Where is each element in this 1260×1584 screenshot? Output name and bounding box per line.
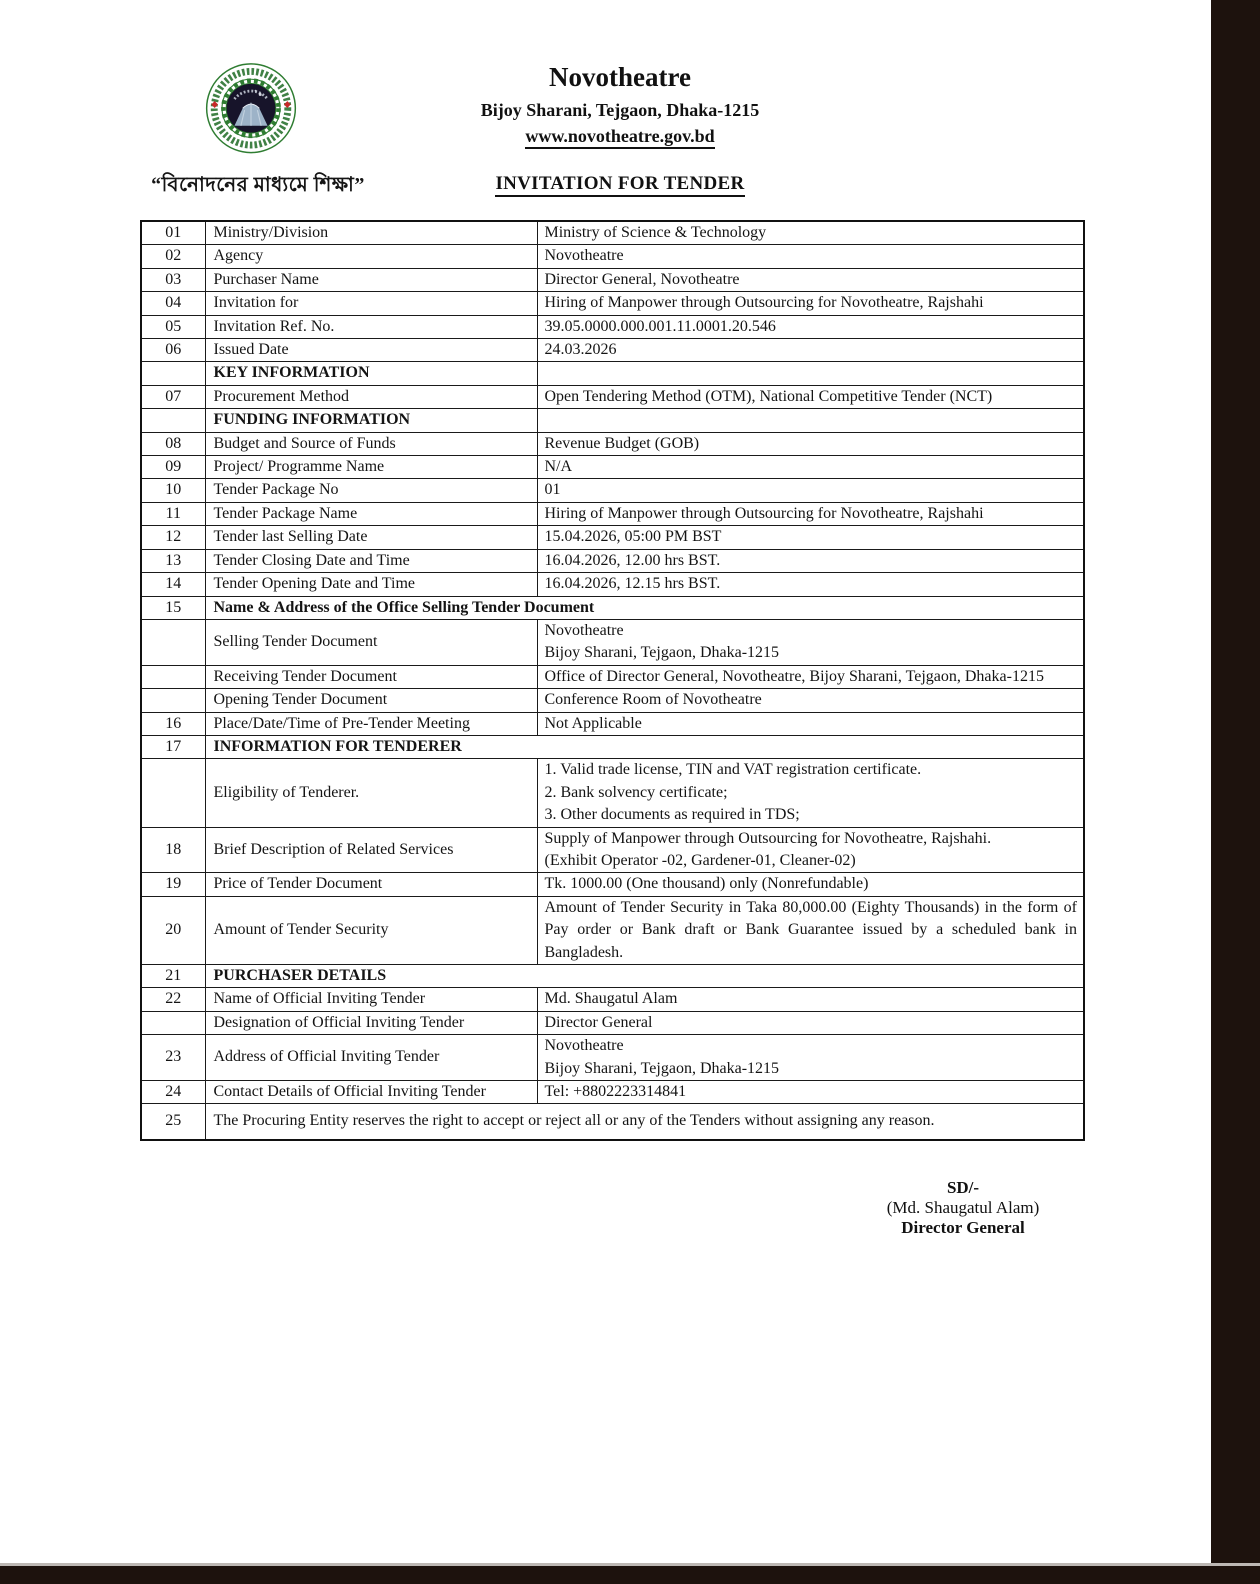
table-row	[141, 339, 1084, 362]
row-value-line: Ministry of Science & Technology	[544, 224, 767, 241]
row-label: Tender Package No	[205, 479, 537, 502]
org-name: Novotheatre	[549, 62, 691, 92]
row-number: 18	[141, 827, 205, 873]
row-value	[537, 502, 1084, 525]
row-label: Project/ Programme Name	[205, 456, 537, 479]
row-value-line: Director General	[544, 1013, 653, 1031]
row-value	[537, 339, 1084, 362]
row-number	[141, 689, 205, 712]
table-row	[141, 665, 1084, 688]
signature-name: (Md. Shaugatul Alam)	[886, 1198, 1040, 1217]
row-label: Invitation for	[205, 292, 537, 315]
table-row	[141, 362, 1084, 385]
row-value-line: Bijoy Sharani, Tejgaon, Dhaka-1215	[544, 644, 780, 662]
tender-table	[140, 220, 1085, 1141]
row-number	[141, 1011, 205, 1034]
signature-block	[818, 1178, 1108, 1238]
row-number	[141, 619, 205, 665]
row-value	[537, 456, 1084, 479]
row-value	[537, 1035, 1084, 1081]
row-number	[141, 759, 205, 827]
row-label: Budget and Source of Funds	[205, 432, 537, 455]
row-value-line: Open Tendering Method (OTM), National Competitive Tender (NCT)	[544, 387, 993, 405]
row-label: Selling Tender Document	[205, 619, 537, 665]
row-value-line: Tel: +8802223314841	[544, 1083, 687, 1101]
table-row	[141, 1035, 1084, 1081]
row-value	[537, 759, 1084, 827]
table-row	[141, 689, 1084, 712]
row-value	[537, 1081, 1084, 1104]
row-value	[537, 896, 1084, 964]
table-row	[141, 479, 1084, 502]
row-label: Designation of Official Inviting Tender	[205, 1011, 537, 1034]
row-value	[537, 409, 1084, 432]
row-number	[141, 665, 205, 688]
row-value	[537, 362, 1084, 385]
row-value-line: 01	[544, 481, 561, 499]
row-label: Brief Description of Related Services	[205, 827, 537, 873]
row-span-text: PURCHASER DETAILS	[205, 965, 1084, 988]
table-row	[141, 965, 1084, 988]
row-value-line: 16.04.2026, 12.15 hrs BST.	[544, 575, 721, 593]
row-label: Address of Official Inviting Tender	[205, 1035, 537, 1081]
row-value-line: Revenue Budget (GOB)	[544, 434, 700, 452]
table-row	[141, 573, 1084, 596]
row-number: 15	[141, 596, 205, 619]
table-row	[141, 409, 1084, 432]
table-row	[141, 873, 1084, 896]
row-value	[537, 573, 1084, 596]
row-value-line: Hiring of Manpower through Outsourcing for Novotheatre, Rajshahi	[544, 504, 984, 522]
table-row	[141, 735, 1084, 758]
table-row	[141, 549, 1084, 572]
header-center	[320, 62, 920, 195]
row-number: 11	[141, 502, 205, 525]
row-label: Amount of Tender Security	[205, 896, 537, 964]
row-number: 04	[141, 292, 205, 315]
tender-table-body	[141, 221, 1084, 1140]
row-value-line: N/A	[544, 458, 573, 476]
row-value-line: Tk. 1000.00 (One thousand) only (Nonrefundable)	[544, 875, 869, 893]
org-website	[320, 125, 920, 147]
document-title: INVITATION FOR TENDER	[495, 173, 744, 197]
row-number: 22	[141, 988, 205, 1011]
row-number: 24	[141, 1081, 205, 1104]
row-span-text: Name & Address of the Office Selling Tender Document	[205, 596, 1084, 619]
table-row	[141, 502, 1084, 525]
row-value-line: 16.04.2026, 12.00 hrs BST.	[544, 551, 721, 569]
row-value-line: 2. Bank solvency certificate;	[544, 783, 728, 801]
row-number: 09	[141, 456, 205, 479]
row-label: KEY INFORMATION	[205, 362, 537, 385]
signature-designation: Director General	[901, 1218, 1025, 1237]
row-number: 08	[141, 432, 205, 455]
row-value	[537, 245, 1084, 268]
row-value	[537, 988, 1084, 1011]
row-number: 01	[141, 221, 205, 245]
row-number: 10	[141, 479, 205, 502]
row-value-line: Novotheatre	[544, 247, 624, 265]
row-value	[537, 665, 1084, 688]
row-number: 06	[141, 339, 205, 362]
table-row	[141, 385, 1084, 408]
table-row	[141, 759, 1084, 827]
row-label: Purchaser Name	[205, 268, 537, 291]
row-number: 17	[141, 735, 205, 758]
row-number	[141, 409, 205, 432]
row-label: Tender Closing Date and Time	[205, 549, 537, 572]
row-number: 23	[141, 1035, 205, 1081]
row-value-line: (Exhibit Operator -02, Gardener-01, Cleaner-02)	[544, 851, 856, 869]
table-row	[141, 456, 1084, 479]
document-title-wrap	[320, 173, 920, 195]
row-value	[537, 873, 1084, 896]
table-row	[141, 315, 1084, 338]
row-value-line: Hiring of Manpower through Outsourcing for Novotheatre, Rajshahi	[544, 294, 984, 312]
row-value	[537, 689, 1084, 712]
row-value-line: Not Applicable	[544, 714, 642, 732]
row-number: 25	[141, 1104, 205, 1140]
row-value-line: Bijoy Sharani, Tejgaon, Dhaka-1215	[544, 1059, 780, 1077]
row-value-line: Supply of Manpower through Outsourcing for Novotheatre, Rajshahi.	[544, 829, 992, 847]
row-value	[537, 479, 1084, 502]
row-value	[537, 1011, 1084, 1034]
row-value-line: 3. Other documents as required in TDS;	[544, 806, 800, 824]
novotheatre-seal-icon	[205, 62, 297, 160]
table-row	[141, 1081, 1084, 1104]
scan-edge-right	[1211, 0, 1260, 1584]
table-row	[141, 619, 1084, 665]
row-number: 21	[141, 965, 205, 988]
row-number: 20	[141, 896, 205, 964]
row-label: Eligibility of Tenderer.	[205, 759, 537, 827]
table-row	[141, 596, 1084, 619]
signature-sd: SD/-	[946, 1178, 980, 1197]
row-number: 12	[141, 526, 205, 549]
table-row	[141, 1104, 1084, 1140]
row-label: Tender Package Name	[205, 502, 537, 525]
row-value-line: Director General, Novotheatre	[544, 270, 740, 288]
row-value	[537, 268, 1084, 291]
table-row	[141, 432, 1084, 455]
row-value	[537, 432, 1084, 455]
row-value	[537, 292, 1084, 315]
table-row	[141, 988, 1084, 1011]
row-label: Price of Tender Document	[205, 873, 537, 896]
table-row	[141, 292, 1084, 315]
row-value-line: Amount of Tender Security in Taka 80,000.00 (Eighty Thousands) in the form of Pay order or Bank draft or Bank Guarantee issued by a scheduled bank in Bangladesh.	[544, 898, 1077, 961]
row-number: 14	[141, 573, 205, 596]
table-row	[141, 1011, 1084, 1034]
row-value	[537, 315, 1084, 338]
row-number	[141, 362, 205, 385]
website-text: www.novotheatre.gov.bd	[525, 126, 714, 149]
row-label: Tender last Selling Date	[205, 526, 537, 549]
table-row	[141, 245, 1084, 268]
row-value-line: Md. Shaugatul Alam	[544, 990, 678, 1008]
row-value	[537, 221, 1084, 245]
org-address: Bijoy Sharani, Tejgaon, Dhaka-1215	[480, 100, 760, 120]
row-value-line: 1. Valid trade license, TIN and VAT registration certificate.	[544, 761, 922, 779]
row-value-line: 39.05.0000.000.001.11.0001.20.546	[544, 317, 776, 335]
row-value	[537, 619, 1084, 665]
table-row	[141, 712, 1084, 735]
row-label: Name of Official Inviting Tender	[205, 988, 537, 1011]
row-label: Place/Date/Time of Pre-Tender Meeting	[205, 712, 537, 735]
table-row	[141, 268, 1084, 291]
row-number: 16	[141, 712, 205, 735]
row-label: Issued Date	[205, 339, 537, 362]
row-number: 07	[141, 385, 205, 408]
row-span-text: INFORMATION FOR TENDERER	[205, 735, 1084, 758]
row-label: Contact Details of Official Inviting Tender	[205, 1081, 537, 1104]
table-row	[141, 221, 1084, 245]
table-row	[141, 896, 1084, 964]
row-value-line: Office of Director General, Novotheatre, Bijoy Sharani, Tejgaon, Dhaka-1215	[544, 667, 1044, 685]
row-value	[537, 712, 1084, 735]
row-label: Agency	[205, 245, 537, 268]
row-label: Procurement Method	[205, 385, 537, 408]
row-value-line: Conference Room of Novotheatre	[544, 691, 762, 709]
row-label: Tender Opening Date and Time	[205, 573, 537, 596]
row-number: 19	[141, 873, 205, 896]
row-label: Ministry/Division	[205, 221, 537, 245]
row-value-line: 24.03.2026	[544, 341, 617, 359]
table-row	[141, 526, 1084, 549]
row-number: 13	[141, 549, 205, 572]
row-label: FUNDING INFORMATION	[205, 409, 537, 432]
row-value-line: Novotheatre	[544, 621, 624, 639]
row-value	[537, 827, 1084, 873]
novotheatre-logo	[205, 62, 297, 160]
row-label: Opening Tender Document	[205, 689, 537, 712]
motto-bengali: “বিনোদনের মাধ্যমে শিক্ষা”	[151, 174, 365, 196]
row-label: Invitation Ref. No.	[205, 315, 537, 338]
scan-edge-bottom	[0, 1563, 1260, 1584]
row-number: 02	[141, 245, 205, 268]
row-span-text: The Procuring Entity reserves the right to accept or reject all or any of the Tenders without assigning any reason.	[205, 1104, 1084, 1140]
table-row	[141, 827, 1084, 873]
row-label: Receiving Tender Document	[205, 665, 537, 688]
row-number: 05	[141, 315, 205, 338]
row-value-line: 15.04.2026, 05:00 PM BST	[544, 528, 722, 546]
row-value	[537, 549, 1084, 572]
row-value-line: Novotheatre	[544, 1037, 624, 1055]
row-value	[537, 385, 1084, 408]
row-number: 03	[141, 268, 205, 291]
row-value	[537, 526, 1084, 549]
